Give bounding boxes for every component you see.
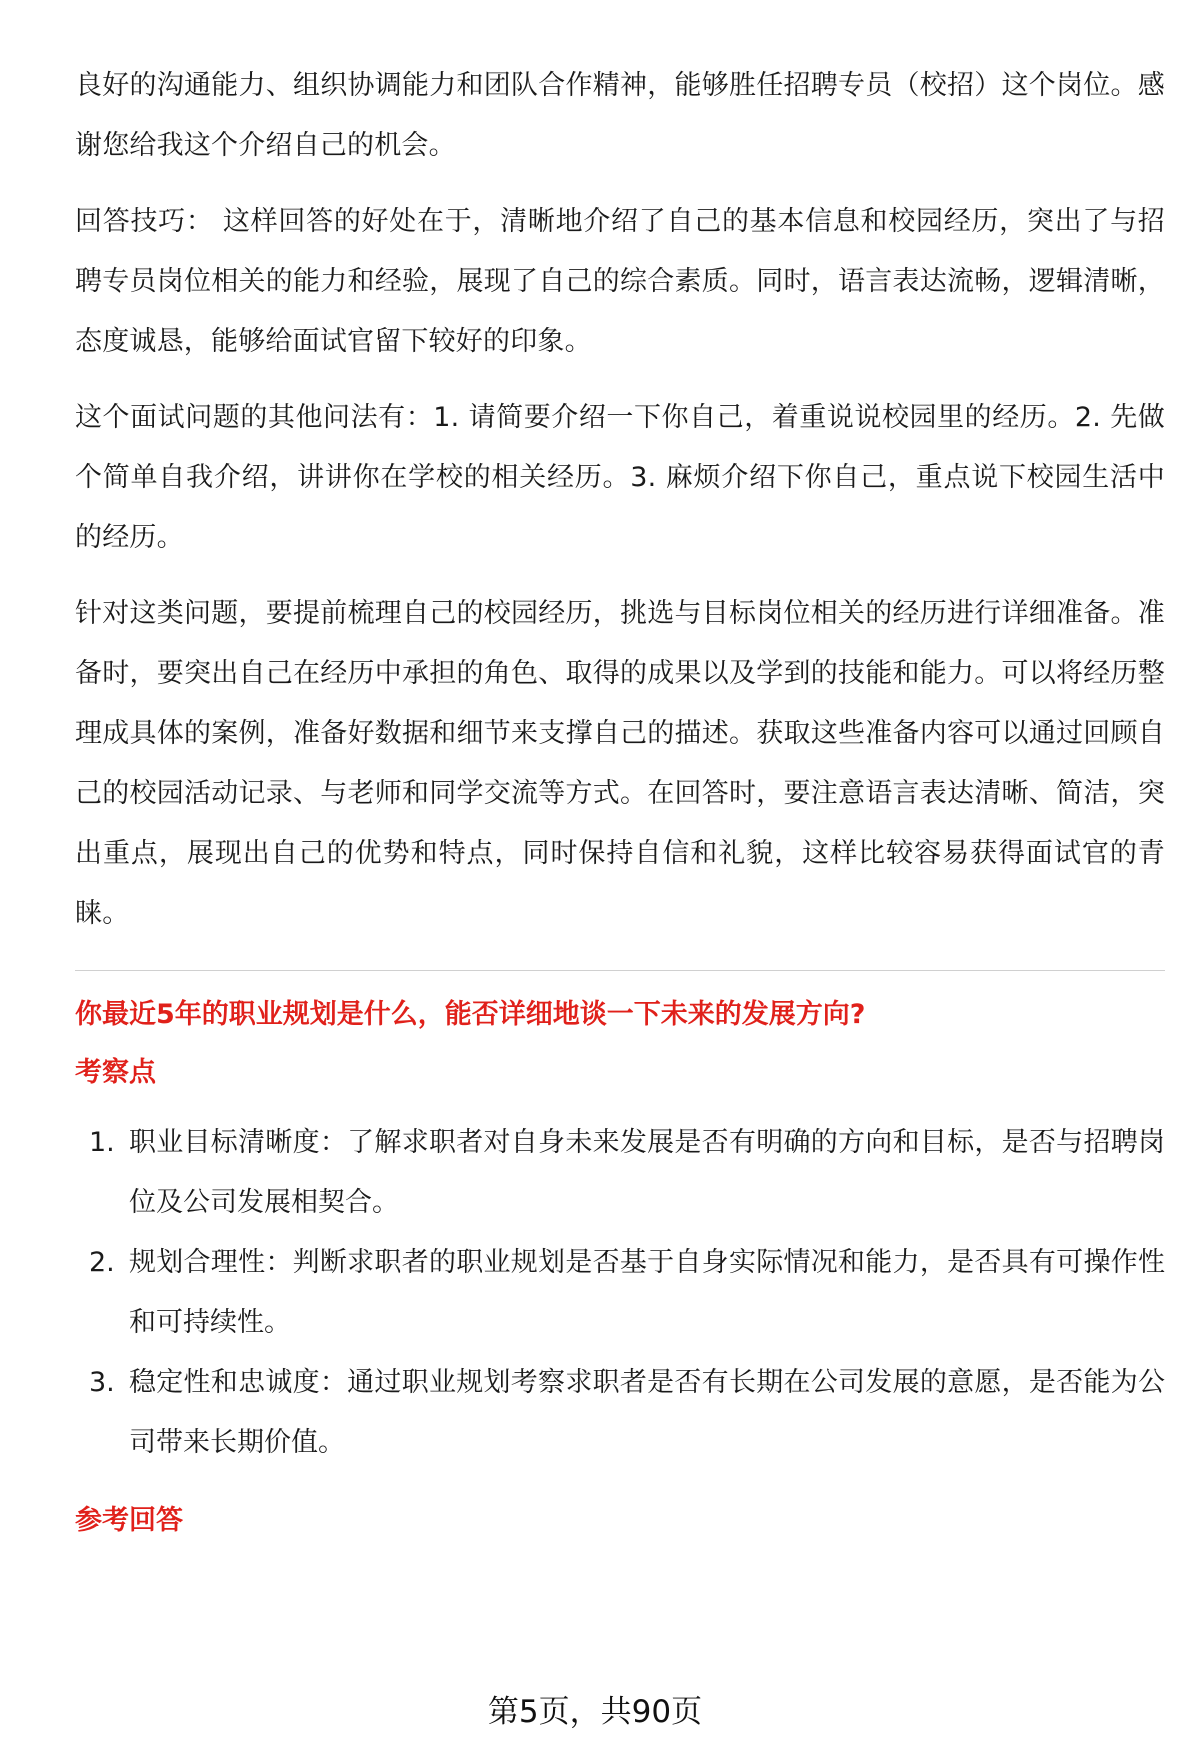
list-item-number: 3. xyxy=(89,1367,115,1398)
list-item-number: 2. xyxy=(89,1247,115,1278)
paragraph-answer-tips: 回答技巧： 这样回答的好处在于，清晰地介绍了自己的基本信息和校园经历，突出了与招聘专员岗位相关的能力和经验，展现了自己的综合素质。同时，语言表达流畅，逻辑清晰，态度诚恳，能够给面试官留下较好的印象。 xyxy=(75,206,1165,357)
paragraph-intro-end: 良好的沟通能力、组织协调能力和团队合作精神，能够胜任招聘专员（校招）这个岗位。感谢您给我这个介绍自己的机会。 xyxy=(75,70,1165,161)
paragraph-preparation-advice: 针对这类问题，要提前梳理自己的校园经历，挑选与目标岗位相关的经历进行详细准备。准备时，要突出自己在经历中承担的角色、取得的成果以及学到的技能和能力。可以将经历整理成具体的案例，准备好数据和细节来支撑自己的描述。获取这些准备内容可以通过回顾自己的校园活动记录、与老师和同学交流等方式。在回答时，要注意语言表达清晰、简洁，突出重点，展现出自己的优势和特点，同时保持自信和礼貌，这样比较容易获得面试官的青睐。 xyxy=(75,598,1165,929)
list-item-text: 规划合理性：判断求职者的职业规划是否基于自身实际情况和能力，是否具有可操作性和可持续性。 xyxy=(129,1247,1165,1338)
list-item xyxy=(75,1233,1165,1353)
list-item-text: 职业目标清晰度：了解求职者对自身未来发展是否有明确的方向和目标，是否与招聘岗位及公司发展相契合。 xyxy=(129,1127,1165,1218)
document-page xyxy=(75,56,1165,1561)
section-divider xyxy=(75,970,1165,971)
list-item-text: 稳定性和忠诚度：通过职业规划考察求职者是否有长期在公司发展的意愿，是否能为公司带来长期价值。 xyxy=(129,1367,1165,1458)
question-heading: 你最近5年的职业规划是什么，能否详细地谈一下未来的发展方向? xyxy=(75,999,866,1030)
list-item-number: 1. xyxy=(89,1127,115,1158)
list-item xyxy=(75,1113,1165,1233)
points-list xyxy=(75,1113,1165,1473)
page-footer: 第5页，共90页 xyxy=(487,1694,703,1730)
points-label: 考察点 xyxy=(75,1057,156,1088)
list-item xyxy=(75,1353,1165,1473)
paragraph-alternative-questions: 这个面试问题的其他问法有：1. 请简要介绍一下你自己，着重说说校园里的经历。2. 先做个简单自我介绍，讲讲你在学校的相关经历。3. 麻烦介绍下你自己，重点说下校园生活中的经历。 xyxy=(75,402,1165,553)
answer-label: 参考回答 xyxy=(75,1505,183,1536)
